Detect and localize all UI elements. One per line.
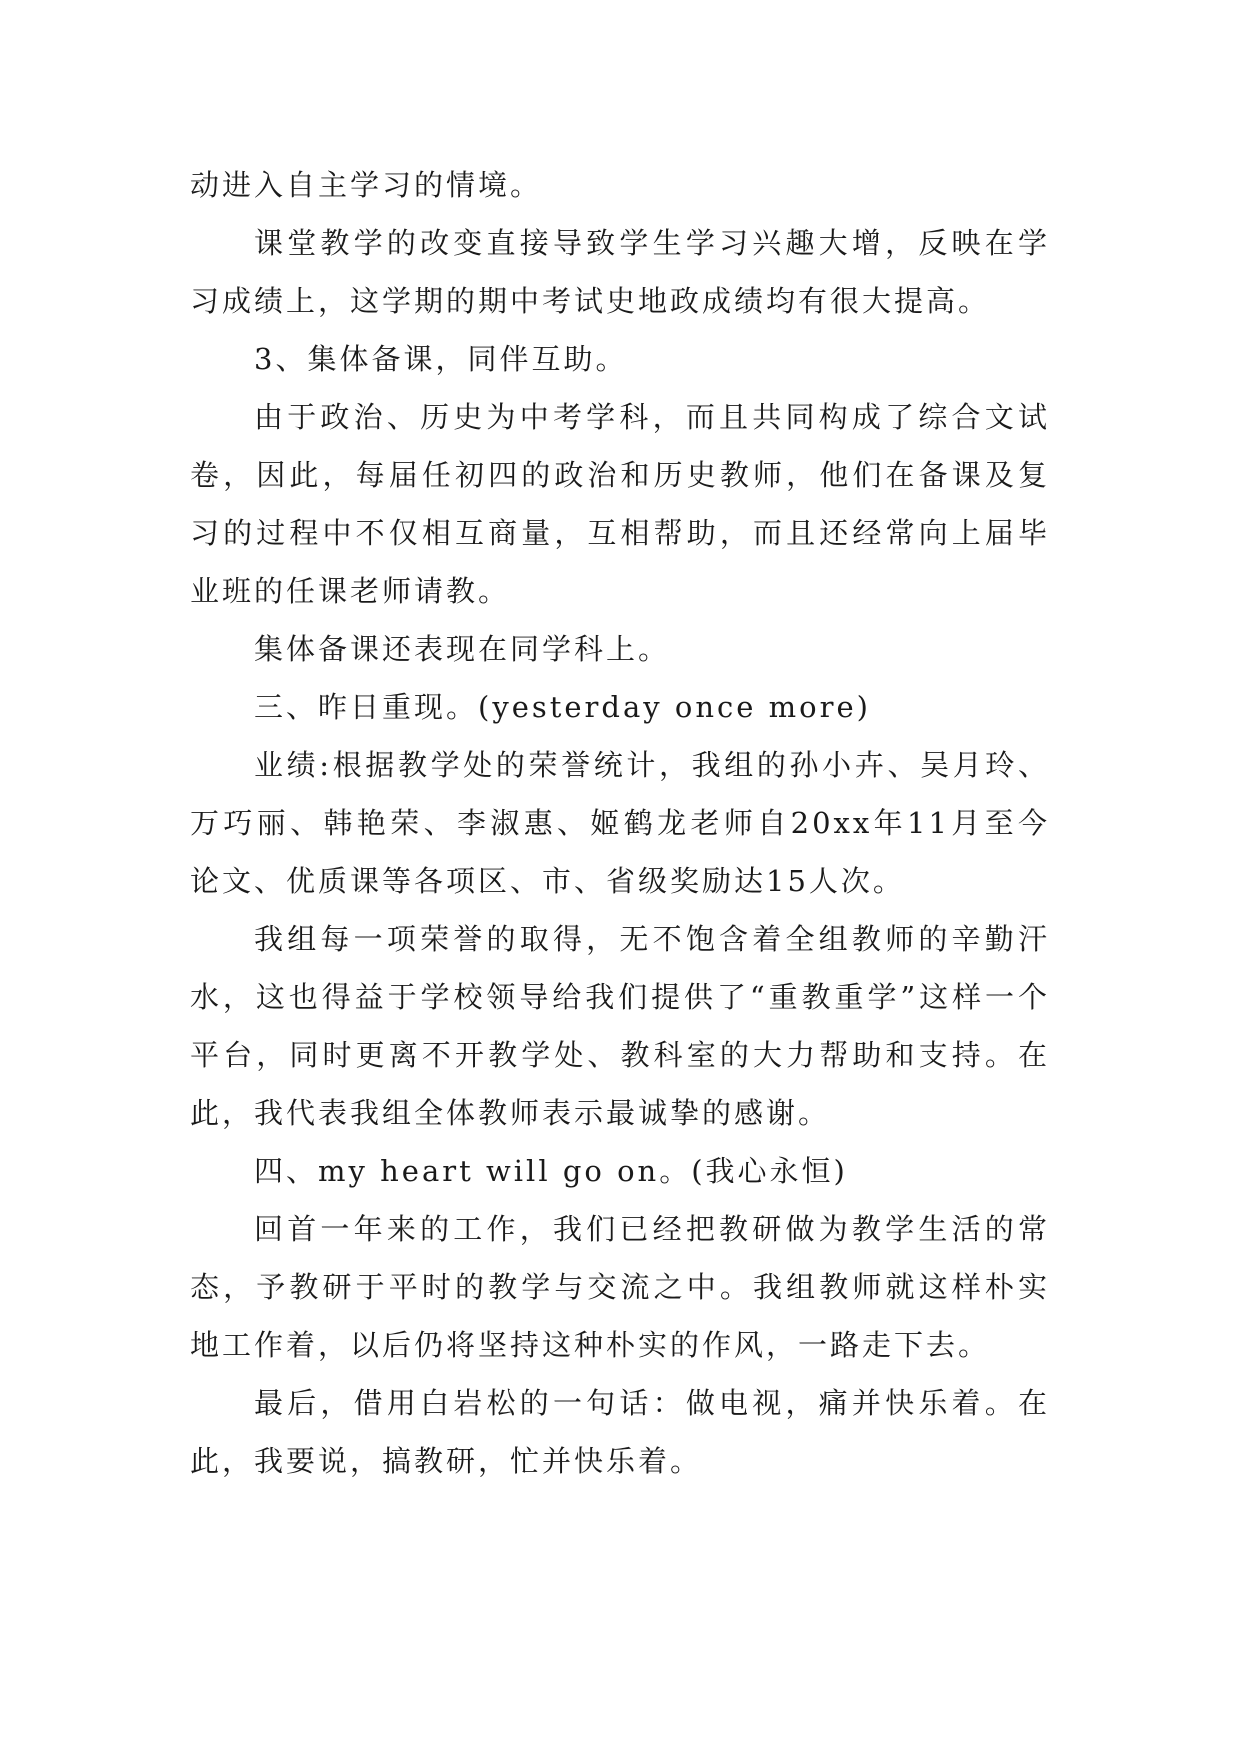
paragraph-review-year: 回首一年来的工作，我们已经把教研做为教学生活的常态，予教研于平时的教学与交流之中。我组教师就这样朴实地工作着，以后仍将坚持这种朴实的作风，一路走下去。	[190, 1212, 1050, 1362]
paragraph-continuation: 动进入自主学习的情境。	[190, 168, 543, 202]
section-heading-collective-prep: 3、集体备课，同伴互助。	[254, 342, 628, 376]
document-body	[190, 156, 1050, 1490]
paragraph-classroom-change: 课堂教学的改变直接导致学生学习兴趣大增，反映在学习成绩上，这学期的期中考试史地政成绩均有很大提高。	[190, 226, 1050, 318]
section-heading-yesterday: 三、昨日重现。(yesterday once more)	[254, 690, 871, 724]
paragraph-same-subject: 集体备课还表现在同学科上。	[254, 632, 671, 666]
paragraph-achievements: 业绩:根据教学处的荣誉统计，我组的孙小卉、吴月玲、万巧丽、韩艳荣、李淑惠、姬鹤龙老师自20xx年11月至今论文、优质课等各项区、市、省级奖励达15人次。	[190, 748, 1050, 898]
section-heading-my-heart: 四、my heart will go on。(我心永恒)	[254, 1154, 848, 1188]
paragraph-closing: 最后，借用白岩松的一句话：做电视，痛并快乐着。在此，我要说，搞教研，忙并快乐着。	[190, 1386, 1050, 1478]
paragraph-politics-history: 由于政治、历史为中考学科，而且共同构成了综合文试卷，因此，每届任初四的政治和历史教师，他们在备课及复习的过程中不仅相互商量，互相帮助，而且还经常向上届毕业班的任课老师请教。	[190, 400, 1050, 608]
paragraph-honors-thanks: 我组每一项荣誉的取得，无不饱含着全组教师的辛勤汗水，这也得益于学校领导给我们提供了“重教重学”这样一个平台，同时更离不开教学处、教科室的大力帮助和支持。在此，我代表我组全体教师表示最诚挚的感谢。	[190, 922, 1050, 1130]
